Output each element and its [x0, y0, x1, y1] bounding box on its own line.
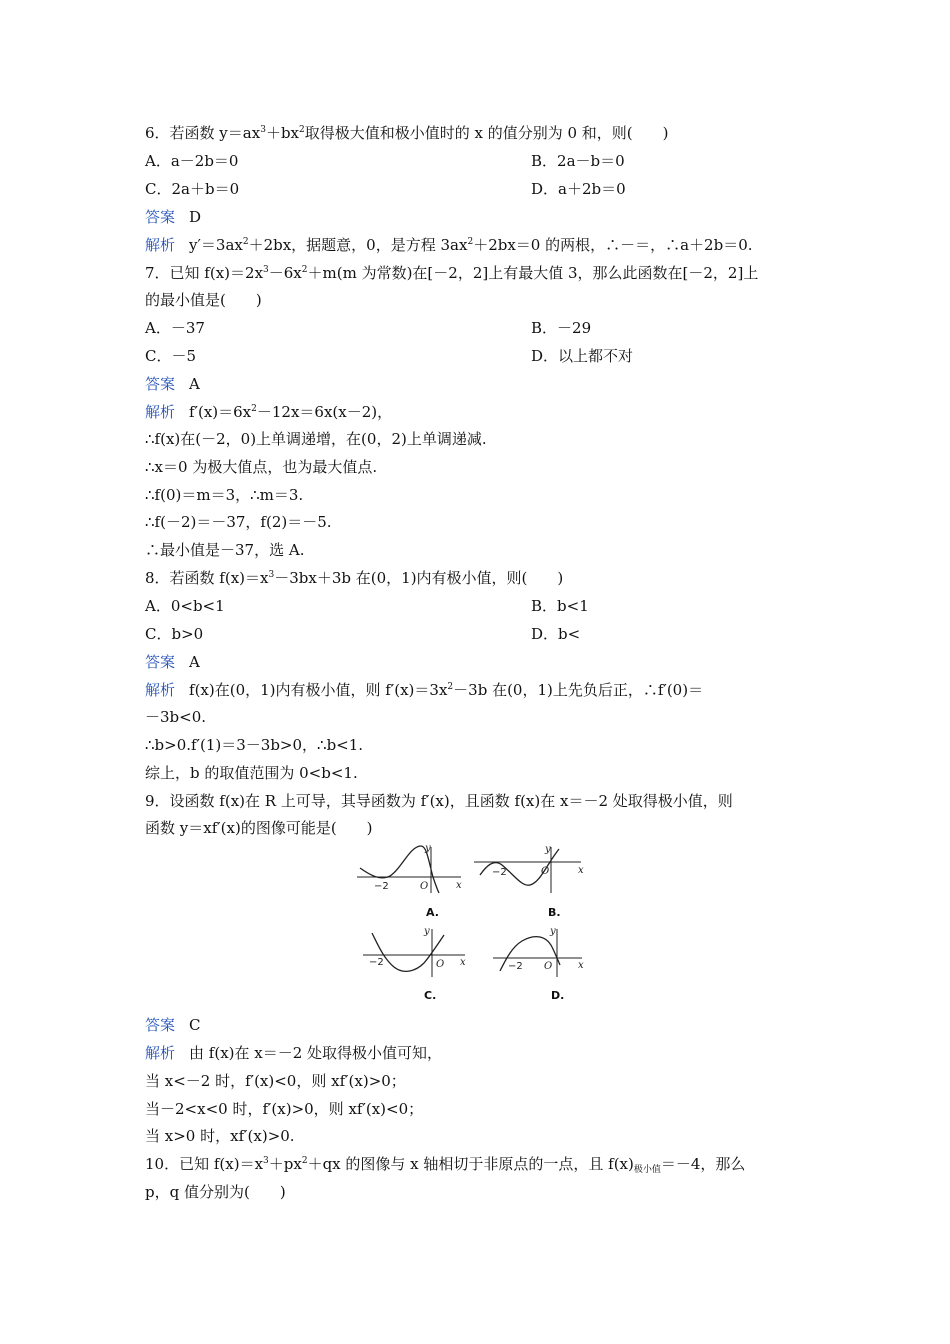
q6-explanation: 解析 $y'=3ax^2+2bx$，据题意，0，是方程 $3ax^2+2bx=0$ 的两根，∴－＝，∴a＋2b＝0. — [145, 236, 753, 254]
q6-option-a: A．a－2b＝0 — [145, 152, 239, 170]
q7-explanation-line4: ∴f(0)＝m＝3，∴m＝3. — [145, 486, 304, 504]
q8-option-d: D．b< — [531, 625, 581, 643]
tick-label: −2 — [369, 957, 384, 968]
tick-label: −2 — [508, 961, 523, 972]
origin-label: O — [541, 866, 550, 877]
graph-c-label: C. — [424, 989, 437, 1002]
origin-label: O — [544, 961, 553, 972]
q7-explanation-line6: ∴最小值是－37，选 A. — [145, 541, 305, 559]
explanation-label: 解析 — [145, 236, 176, 254]
x-axis-label: x — [578, 865, 584, 876]
q7-option-d: D．以上都不对 — [531, 347, 634, 365]
answer-label: 答案 — [145, 653, 176, 671]
q8-explanation-line2: －3b<0. — [145, 708, 207, 726]
q6-option-c: C．2a＋b＝0 — [145, 180, 240, 198]
q8-explanation-line1: 解析 f(x)在(0，1)内有极小值，则 $f'(x)=3x^2-3b$ 在(0，1)上先负后正，∴f′(0)＝ — [145, 681, 704, 699]
graph-b-label: B. — [548, 906, 561, 919]
q8-option-c: C．b>0 — [145, 625, 204, 643]
q10-stem-line2: p，q 值分别为( ) — [145, 1183, 286, 1201]
q8-option-a: A．0<b<1 — [145, 597, 225, 615]
y-axis-label: y — [424, 926, 430, 937]
q9-explanation-line1: 解析 由 f(x)在 x＝－2 处取得极小值可知， — [145, 1044, 443, 1062]
answer-label: 答案 — [145, 375, 176, 393]
q7-option-c: C．－5 — [145, 347, 197, 365]
q9-explanation-line3: 当－2<x<0 时，f′(x)>0，则 xf′(x)<0； — [145, 1100, 424, 1118]
q7-option-a: A．－37 — [145, 319, 205, 337]
q9-answer: 答案 C — [145, 1016, 201, 1034]
q7-explanation-line1: 解析 $f'(x)=6x^2-12x=6x(x-2)$， — [145, 403, 393, 421]
q10-stem-line1: 10．已知 $f(x)=x^3+px^2+qx$ 的图像与 x 轴相切于非原点的一点，且 $f(x)_{极小值}=-4$，那么 — [145, 1155, 746, 1175]
explanation-label: 解析 — [145, 681, 176, 699]
answer-label: 答案 — [145, 1016, 176, 1034]
q8-explanation-line3: ∴b>0.f′(1)＝3－3b>0，∴b<1. — [145, 736, 364, 754]
q7-explanation-line3: ∴x＝0 为极大值点，也为最大值点. — [145, 458, 378, 476]
q7-stem-line2: 的最小值是( ) — [145, 291, 262, 309]
explanation-label: 解析 — [145, 1044, 176, 1062]
q9-explanation-line4: 当 x>0 时，xf′(x)>0. — [145, 1127, 295, 1145]
origin-label: O — [436, 959, 445, 970]
q8-answer: 答案 A — [145, 653, 200, 671]
q7-option-b: B．－29 — [531, 319, 592, 337]
q9-explanation-line2: 当 x<－2 时，f′(x)<0，则 xf′(x)>0； — [145, 1072, 406, 1090]
graph-c — [360, 925, 472, 980]
q6-option-d: D．a＋2b＝0 — [531, 180, 626, 198]
graph-d — [490, 925, 590, 980]
x-axis-label: x — [456, 880, 462, 891]
graph-b — [472, 843, 587, 895]
tick-label: −2 — [374, 881, 389, 892]
answer-label: 答案 — [145, 208, 176, 226]
y-axis-label: y — [550, 926, 556, 937]
q7-stem-line1: 7．已知 $f(x)=2x^3-6x^2+m(m$ 为常数)在[－2，2]上有最大值 3，那么此函数在[－2，2]上 — [145, 264, 759, 282]
q7-answer: 答案 A — [145, 375, 200, 393]
q6-option-b: B．2a－b＝0 — [531, 152, 625, 170]
origin-label: O — [420, 881, 429, 892]
q9-stem-line2: 函数 y＝xf′(x)的图像可能是( ) — [145, 819, 373, 837]
q8-explanation-line4: 综上，b 的取值范围为 0<b<1. — [145, 764, 358, 782]
y-axis-label: y — [425, 843, 431, 854]
graph-d-label: D. — [551, 989, 565, 1002]
graph-a-label: A. — [426, 906, 439, 919]
q6-answer: 答案 D — [145, 208, 202, 226]
q6-stem: 6．若函数 $y=ax^3+bx^2$取得极大值和极小值时的 x 的值分别为 0 和，则( ) — [145, 124, 669, 142]
q8-stem: 8．若函数 $f(x)=x^3-3bx+3b$ 在(0，1)内有极小值，则( ) — [145, 569, 564, 587]
graph-a — [355, 843, 465, 895]
y-axis-label: y — [545, 844, 551, 855]
tick-label: −2 — [492, 867, 507, 878]
q8-option-b: B．b<1 — [531, 597, 589, 615]
x-axis-label: x — [460, 957, 466, 968]
q9-stem-line1: 9．设函数 f(x)在 R 上可导，其导函数为 f′(x)，且函数 f(x)在 x＝－2 处取得极小值，则 — [145, 792, 733, 810]
q7-explanation-line2: ∴f(x)在(－2，0)上单调递增，在(0，2)上单调递减. — [145, 430, 487, 448]
x-axis-label: x — [578, 960, 584, 971]
q7-explanation-line5: ∴f(－2)＝－37，f(2)＝－5. — [145, 513, 332, 531]
explanation-label: 解析 — [145, 403, 176, 421]
